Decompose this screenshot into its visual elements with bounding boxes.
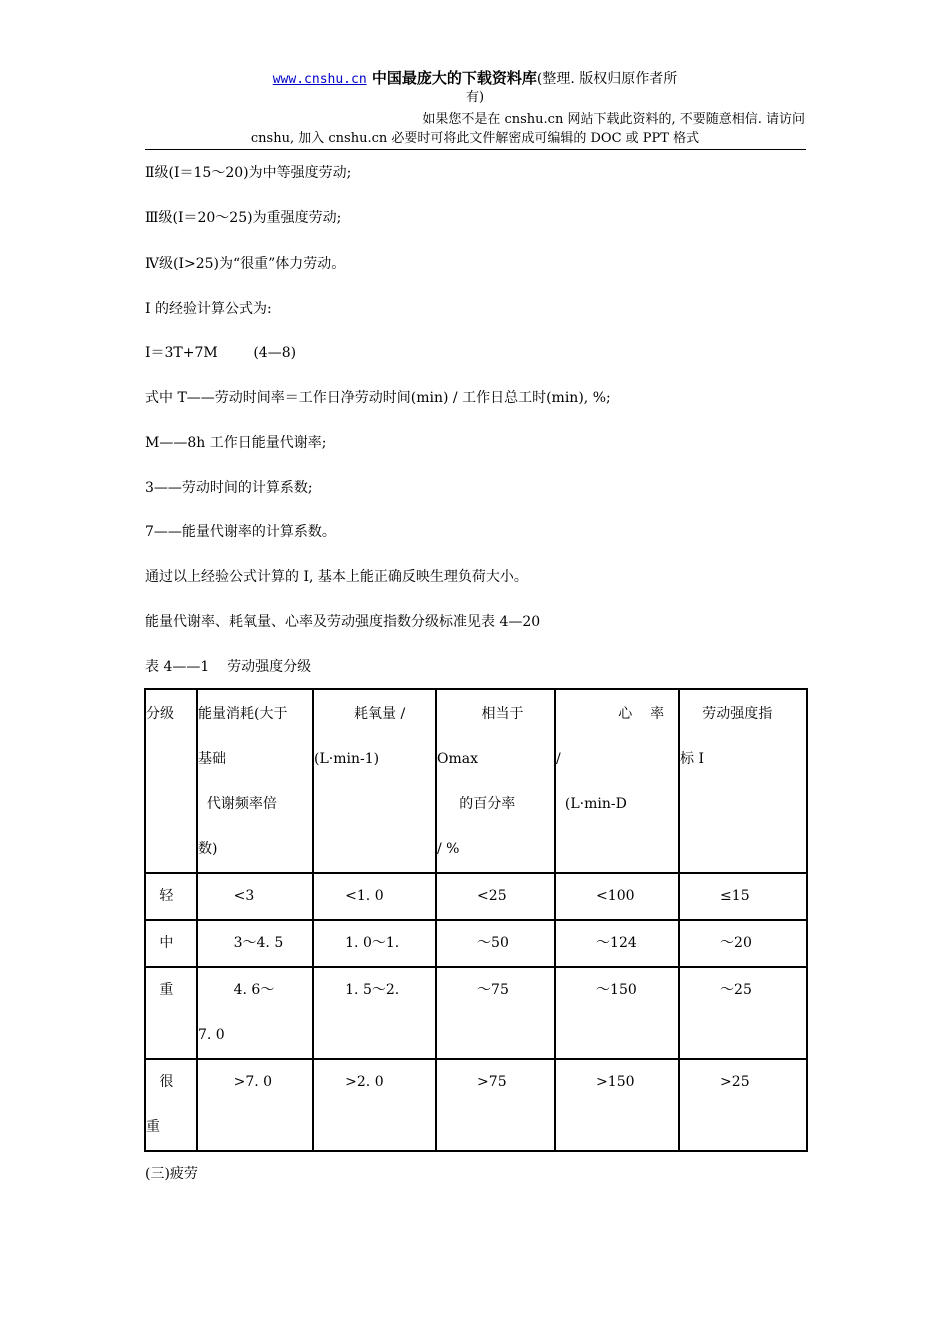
cell-percent: <25 [436,873,555,920]
table-row [145,873,807,920]
table-row [145,920,807,967]
header-heart-rate: 心 率 / (L·min-D [555,689,679,873]
cell-energy: <3 [197,873,313,920]
table-row [145,967,807,1059]
cell-index: >25 [679,1059,807,1151]
section-heading: (三)疲劳 [145,1166,198,1182]
formula: I＝3T+7M (4—8) [145,345,297,361]
cell-percent: ～50 [436,920,555,967]
paragraph: 7——能量代谢率的计算系数。 [145,524,336,540]
cell-oxygen: 1. 5～2. [313,967,436,1059]
cell-heart-rate: >150 [555,1059,679,1151]
table-caption: 表 4——1 劳动强度分级 [145,659,312,675]
cell-grade: 中 [145,920,197,967]
cell-grade: 重 [145,967,197,1059]
header-oxygen: 耗氧量 / (L·min-1) [313,689,436,873]
cell-oxygen: <1. 0 [313,873,436,920]
labor-intensity-table [144,688,808,1152]
site-note: (整理. 版权归原作者所 [536,71,678,87]
page-header [145,68,805,148]
header-line-1 [145,68,805,90]
paragraph: 式中 T——劳动时间率＝工作日净劳动时间(min) / 工作日总工时(min), %; [145,390,611,406]
paragraph: I 的经验计算公式为: [145,301,272,317]
paragraph: Ⅱ级(I＝15～20)为中等强度劳动; [145,165,352,181]
paragraph: Ⅳ级(I>25)为“很重”体力劳动。 [145,256,346,272]
cell-heart-rate: ～150 [555,967,679,1059]
paragraph: 3——劳动时间的计算系数; [145,480,313,496]
table-header-row [145,689,807,873]
cell-oxygen: >2. 0 [313,1059,436,1151]
header-grade: 分级 [145,689,197,873]
cell-oxygen: 1. 0～1. [313,920,436,967]
header-index: 劳动强度指 标 I [679,689,807,873]
cell-index: ≤15 [679,873,807,920]
cell-percent: >75 [436,1059,555,1151]
cell-grade: 很 重 [145,1059,197,1151]
cell-grade: 轻 [145,873,197,920]
cell-heart-rate: ～124 [555,920,679,967]
paragraph: 通过以上经验公式计算的 I, 基本上能正确反映生理负荷大小。 [145,569,528,585]
site-link[interactable]: www.cnshu.cn [272,72,367,87]
notice-line-1: 如果您不是在 cnshu.cn 网站下载此资料的, 不要随意相信. 请访问 [422,112,805,127]
paragraph: Ⅲ级(I＝20～25)为重强度劳动; [145,210,342,226]
cell-heart-rate: <100 [555,873,679,920]
site-note-continued: 有) [465,90,485,105]
notice-line-2: cnshu, 加入 cnshu.cn 必要时可将此文件解密成可编辑的 DOC 或 PPT 格式 [250,131,700,146]
cell-energy: 3～4. 5 [197,920,313,967]
paragraph: M——8h 工作日能量代谢率; [145,435,327,451]
cell-index: ～20 [679,920,807,967]
cell-percent: ～75 [436,967,555,1059]
header-energy: 能量消耗(大于 基础 代谢频率倍 数) [197,689,313,873]
cell-index: ～25 [679,967,807,1059]
site-tagline: 中国最庞大的下载资料库 [366,69,537,87]
paragraph: 能量代谢率、耗氧量、心率及劳动强度指数分级标准见表 4—20 [145,614,541,630]
header-divider [145,149,806,150]
table-row [145,1059,807,1151]
header-percent: 相当于 Omax 的百分率 / % [436,689,555,873]
cell-energy: >7. 0 [197,1059,313,1151]
cell-energy: 4. 6～ 7. 0 [197,967,313,1059]
